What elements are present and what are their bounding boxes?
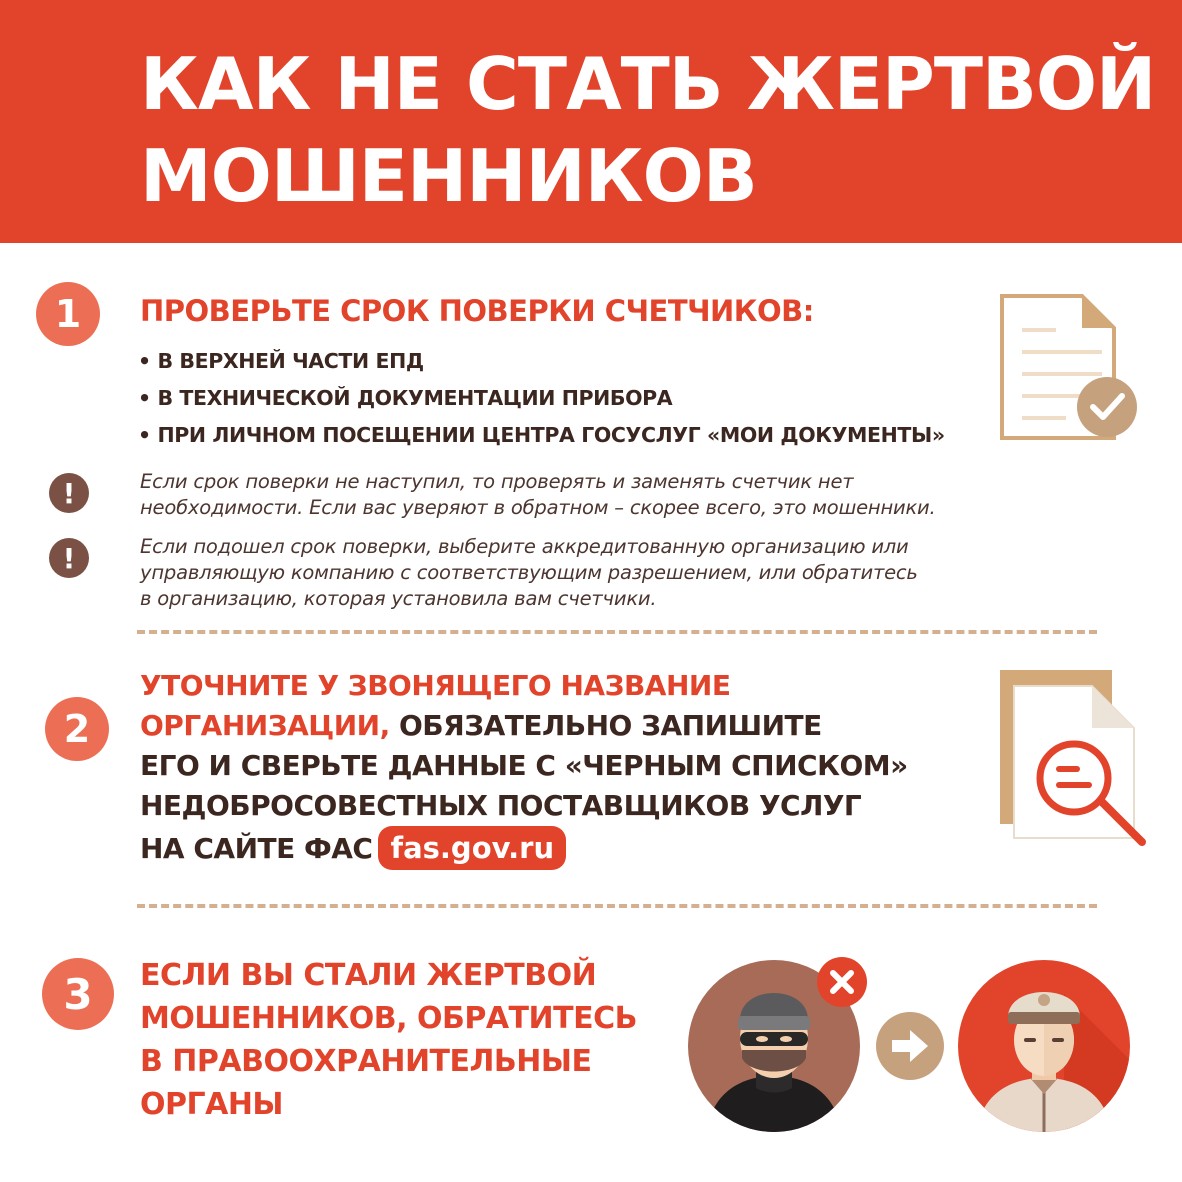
note-line: Если срок поверки не наступил, то проверять и заменять счетчик нет xyxy=(140,470,854,493)
section3-line: В ПРАВООХРАНИТЕЛЬНЫЕ xyxy=(140,1044,592,1079)
title-line-2: МОШЕННИКОВ xyxy=(140,134,757,218)
note-line: в организацию, которая установила вам счетчики. xyxy=(140,587,657,610)
section2-line-5: НА САЙТЕ ФАС xyxy=(140,832,373,865)
bullet-item: • В ТЕХНИЧЕСКОЙ ДОКУМЕНТАЦИИ ПРИБОРА xyxy=(138,383,945,420)
section2-organization-text: ОРГАНИЗАЦИИ, xyxy=(140,709,390,742)
step-number-1: 1 xyxy=(36,282,100,346)
step-number-3: 3 xyxy=(42,958,114,1030)
section2-line-2: ОБЯЗАТЕЛЬНО ЗАПИШИТЕ xyxy=(389,709,822,742)
section2-text xyxy=(140,666,908,870)
document-search-icon xyxy=(996,668,1152,858)
arrow-right-icon xyxy=(876,1012,944,1080)
section1-bullet-list xyxy=(138,346,945,457)
section2-line-3: ЕГО И СВЕРЬТЕ ДАННЫЕ С «ЧЕРНЫМ СПИСКОМ» xyxy=(140,749,908,782)
section3-line: ЕСЛИ ВЫ СТАЛИ ЖЕРТВОЙ xyxy=(140,958,597,993)
section3-line: ОРГАНЫ xyxy=(140,1087,284,1122)
section-divider xyxy=(137,630,1097,634)
title-line-1: КАК НЕ СТАТЬ ЖЕРТВОЙ xyxy=(140,42,1156,126)
document-check-icon xyxy=(996,292,1142,442)
fas-site-link[interactable]: fas.gov.ru xyxy=(378,826,566,870)
page-title xyxy=(140,38,1155,222)
cross-icon xyxy=(816,956,868,1008)
section2-line-1: УТОЧНИТЕ У ЗВОНЯЩЕГО НАЗВАНИЕ xyxy=(140,669,731,702)
section3-text xyxy=(140,954,637,1126)
bullet-item: • В ВЕРХНЕЙ ЧАСТИ ЕПД xyxy=(138,346,945,383)
note-line: Если подошел срок поверки, выберите аккредитованную организацию или xyxy=(140,535,909,558)
bullet-item: • ПРИ ЛИЧНОМ ПОСЕЩЕНИИ ЦЕНТРА ГОСУСЛУГ «МОИ ДОКУМЕНТЫ» xyxy=(138,420,945,457)
section1-note-2 xyxy=(140,534,918,612)
section3-line: МОШЕННИКОВ, ОБРАТИТЕСЬ xyxy=(140,1001,637,1036)
police-officer-icon xyxy=(954,954,1136,1136)
section2-line-4: НЕДОБРОСОВЕСТНЫХ ПОСТАВЩИКОВ УСЛУГ xyxy=(140,789,862,822)
section1-heading: ПРОВЕРЬТЕ СРОК ПОВЕРКИ СЧЕТЧИКОВ: xyxy=(140,294,814,328)
step-number-2: 2 xyxy=(45,697,109,761)
warning-icon: ! xyxy=(49,538,89,578)
header-banner xyxy=(0,0,1182,243)
section1-note-1 xyxy=(140,469,936,521)
warning-icon: ! xyxy=(49,473,89,513)
section-divider xyxy=(137,904,1097,908)
note-line: управляющую компанию с соответствующим разрешением, или обратитесь xyxy=(140,561,918,584)
note-line: необходимости. Если вас уверяют в обратном – скорее всего, это мошенники. xyxy=(140,496,936,519)
